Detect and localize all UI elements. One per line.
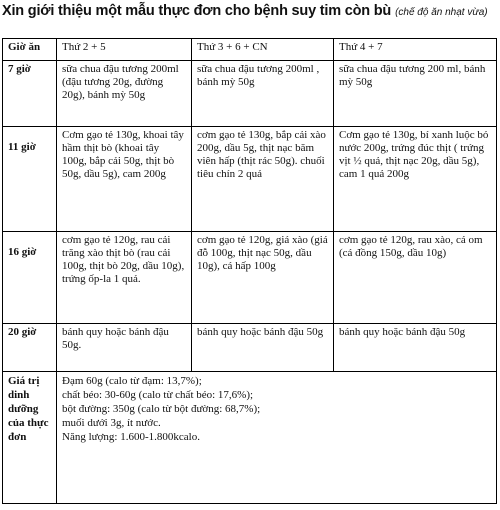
title-note: (chế độ ăn nhạt vừa): [395, 7, 488, 18]
header-wed-sat: Thứ 4 + 7: [334, 39, 497, 61]
meal-time-cell: 7 giờ: [3, 61, 57, 127]
meal-cell: sữa chua đậu tương 200ml , bánh mỳ 50g: [192, 61, 334, 127]
meal-cell: cơm gạo tẻ 120g, rau xào, cá om (cá đồng 150g, dầu 10g): [334, 232, 497, 324]
meal-plan-table: [2, 38, 497, 504]
meal-cell: bánh quy hoặc bánh đậu 50g: [192, 324, 334, 372]
title-main: Xin giới thiệu một mẫu thực đơn cho bệnh suy tim còn bù: [2, 3, 392, 19]
nutrition-values: [57, 372, 497, 504]
header-meal-time: Giờ ăn: [3, 39, 57, 61]
nutrition-line: bột đường: 350g (calo từ bột đường: 68,7%);: [62, 403, 261, 415]
page-title: [2, 2, 498, 32]
meal-cell: bánh quy hoặc bánh đậu 50g.: [57, 324, 192, 372]
header-tue-fri-sun: Thứ 3 + 6 + CN: [192, 39, 334, 61]
header-mon-thu: Thứ 2 + 5: [57, 39, 192, 61]
table-row-11h: [3, 127, 497, 232]
meal-cell: cơm gạo tẻ 120g, rau cải trăng xào thịt bò (rau cải 100g, thịt bò 20g, dầu 10g), trứng ốp-la 1 quả.: [57, 232, 192, 324]
table-header-row: [3, 39, 497, 61]
meal-cell: Cơm gạo tẻ 130g, bí xanh luộc bỏ nước 200g, trứng đúc thịt ( trứng vịt ½ quả, thịt nạc 20g, dầu 5g), cam 1 quả 200g: [334, 127, 497, 232]
table-row-20h: [3, 324, 497, 372]
nutrition-line: Năng lượng: 1.600-1.800kcalo.: [62, 431, 200, 443]
meal-cell: cơm gạo tẻ 120g, giá xào (giá đỗ 100g, thịt nạc 50g, dầu 10g), cá hấp 100g: [192, 232, 334, 324]
nutrition-label: Giá trị dinh dưỡng của thực đơn: [3, 372, 57, 504]
meal-cell: Cơm gạo tẻ 130g, khoai tây hầm thịt bò (khoai tây 100g, bắp cải 50g, thịt bò 50g, dầu 5g), cam 200g: [57, 127, 192, 232]
meal-time-cell: 11 giờ: [3, 127, 57, 232]
meal-cell: sữa chua đậu tương 200ml (đậu tương 20g, đường 20g), bánh mỳ 50g: [57, 61, 192, 127]
meal-time-cell: 20 giờ: [3, 324, 57, 372]
nutrition-line: chất béo: 30-60g (calo từ chất béo: 17,6%);: [62, 389, 254, 401]
nutrition-row: [3, 372, 497, 504]
nutrition-line: Đạm 60g (calo từ đạm: 13,7%);: [62, 375, 202, 387]
meal-cell: sữa chua đậu tương 200 ml, bánh mỳ 50g: [334, 61, 497, 127]
meal-cell: bánh quy hoặc bánh đậu 50g: [334, 324, 497, 372]
nutrition-line: muối dưới 3g, ít nước.: [62, 417, 161, 429]
meal-time-cell: 16 giờ: [3, 232, 57, 324]
table-row-7h: [3, 61, 497, 127]
meal-cell: cơm gạo tẻ 130g, bắp cải xào 200g, dầu 5g, thịt nạc băm viên hấp (thịt rác 50g). chuối tiêu chín 2 quả: [192, 127, 334, 232]
table-row-16h: [3, 232, 497, 324]
